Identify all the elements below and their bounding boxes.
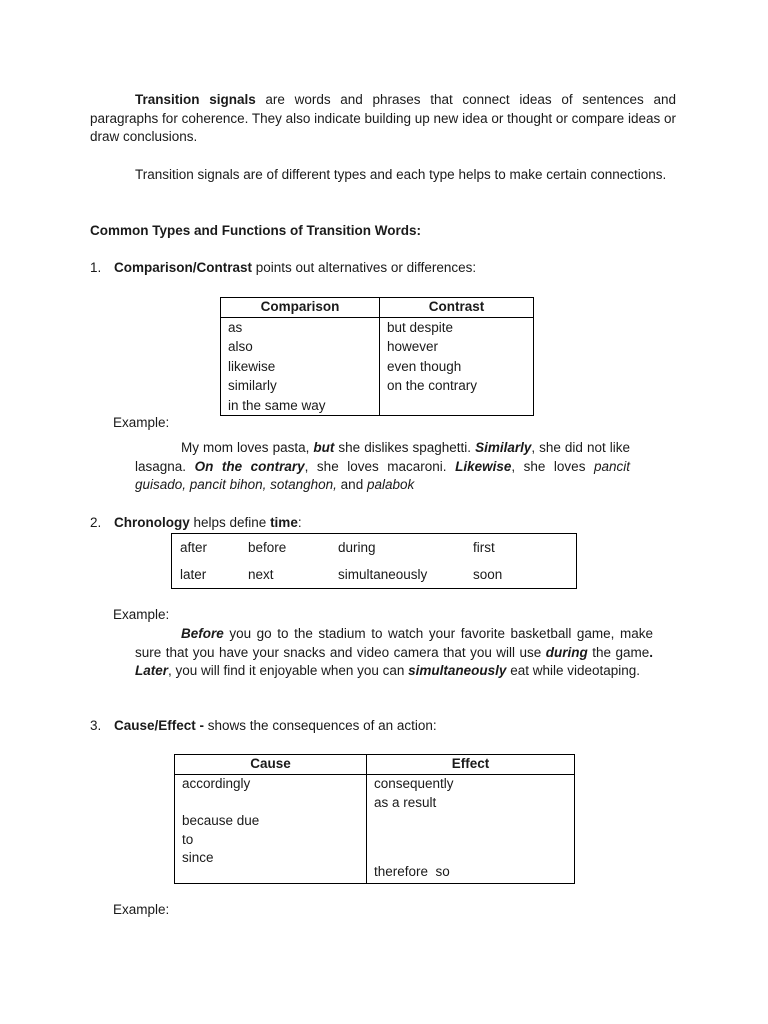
cause-column [175, 775, 367, 884]
item-1-heading [90, 259, 676, 278]
item-3-title: Cause/Effect - [114, 718, 205, 733]
section-heading: Common Types and Functions of Transition Words: [90, 223, 422, 238]
example-label-3: Example: [113, 902, 170, 917]
table-header-cause: Cause [175, 755, 367, 775]
table-cell: soon [473, 566, 503, 582]
effect-column [367, 775, 575, 884]
list-item: accordingly [182, 776, 251, 791]
table-header-comparison: Comparison [221, 298, 380, 318]
list-item: consequently [374, 776, 454, 791]
list-item: since [182, 850, 214, 866]
item-1-desc: points out alternatives or differences: [252, 260, 477, 275]
item-1-title: Comparison/Contrast [114, 260, 253, 275]
list-item: also [228, 339, 253, 355]
table-header-effect: Effect [367, 755, 575, 775]
item-2-heading: 2. Chronology helps define time: [90, 514, 676, 533]
item-3-number: 3. [90, 718, 102, 733]
contrast-column [380, 318, 534, 416]
item-3-desc: shows the consequences of an action: [204, 718, 437, 733]
table-cell: during [338, 539, 376, 555]
example-label-1: Example: [113, 415, 170, 430]
list-item: because due [182, 813, 260, 829]
table-row [172, 561, 577, 589]
table-cell: next [248, 566, 274, 582]
spacer [374, 849, 574, 863]
list-item: on the contrary [387, 378, 478, 394]
list-item: likewise [228, 358, 276, 374]
list-item: similarly [228, 378, 277, 394]
cause-effect-table [174, 754, 575, 884]
spacer [182, 794, 366, 813]
intro-p1-text: are words and phrases that connect ideas of sentences and paragraphs for coherence. They also indicate building up new idea or thought or compare ideas or draw conclusions. [90, 92, 677, 145]
comparison-contrast-table [220, 297, 534, 416]
list-item: however [387, 339, 439, 355]
list-item: but despite [387, 320, 454, 335]
table-header-contrast: Contrast [380, 298, 534, 318]
item-1-number: 1. [90, 260, 102, 275]
example-label-2: Example: [113, 607, 170, 622]
list-item: as a result [374, 794, 437, 810]
table-cell: later [180, 566, 207, 582]
list-item: in the same way [228, 397, 326, 413]
item-3-heading [90, 717, 676, 736]
item-2-title: Chronology [114, 515, 190, 530]
table-cell: before [248, 539, 287, 555]
table-row [172, 534, 577, 562]
intro-paragraph-1 [90, 91, 676, 147]
table-cell: after [180, 539, 208, 555]
example-paragraph-2: Before you go to the stadium to watch your favorite basketball game, make sure that you have your snacks and video camera that you will use during the game. Later, you will find it enjoyable when you can simultaneously eat while videotaping. [135, 626, 653, 679]
chronology-table [171, 533, 577, 589]
example-paragraph-1: My mom loves pasta, but she dislikes spaghetti. Similarly, she did not like lasagna. On the contrary, she loves macaroni. Likewise, she loves pancit guisado, pancit bihon, sotanghon, and palabok [135, 440, 631, 493]
list-item: as [228, 320, 243, 335]
list-item: to [182, 831, 194, 847]
item-2-number: 2. [90, 515, 102, 530]
list-item: therefore so [374, 864, 450, 880]
table-cell: simultaneously [338, 566, 428, 582]
spacer [374, 831, 574, 850]
list-item: even though [387, 358, 462, 374]
term-transition-signals: Transition signals [135, 92, 256, 107]
spacer [374, 812, 574, 831]
comparison-column [221, 318, 380, 416]
intro-paragraph-2: Transition signals are of different types and each type helps to make certain connections. [135, 167, 667, 182]
table-cell: first [473, 539, 495, 555]
